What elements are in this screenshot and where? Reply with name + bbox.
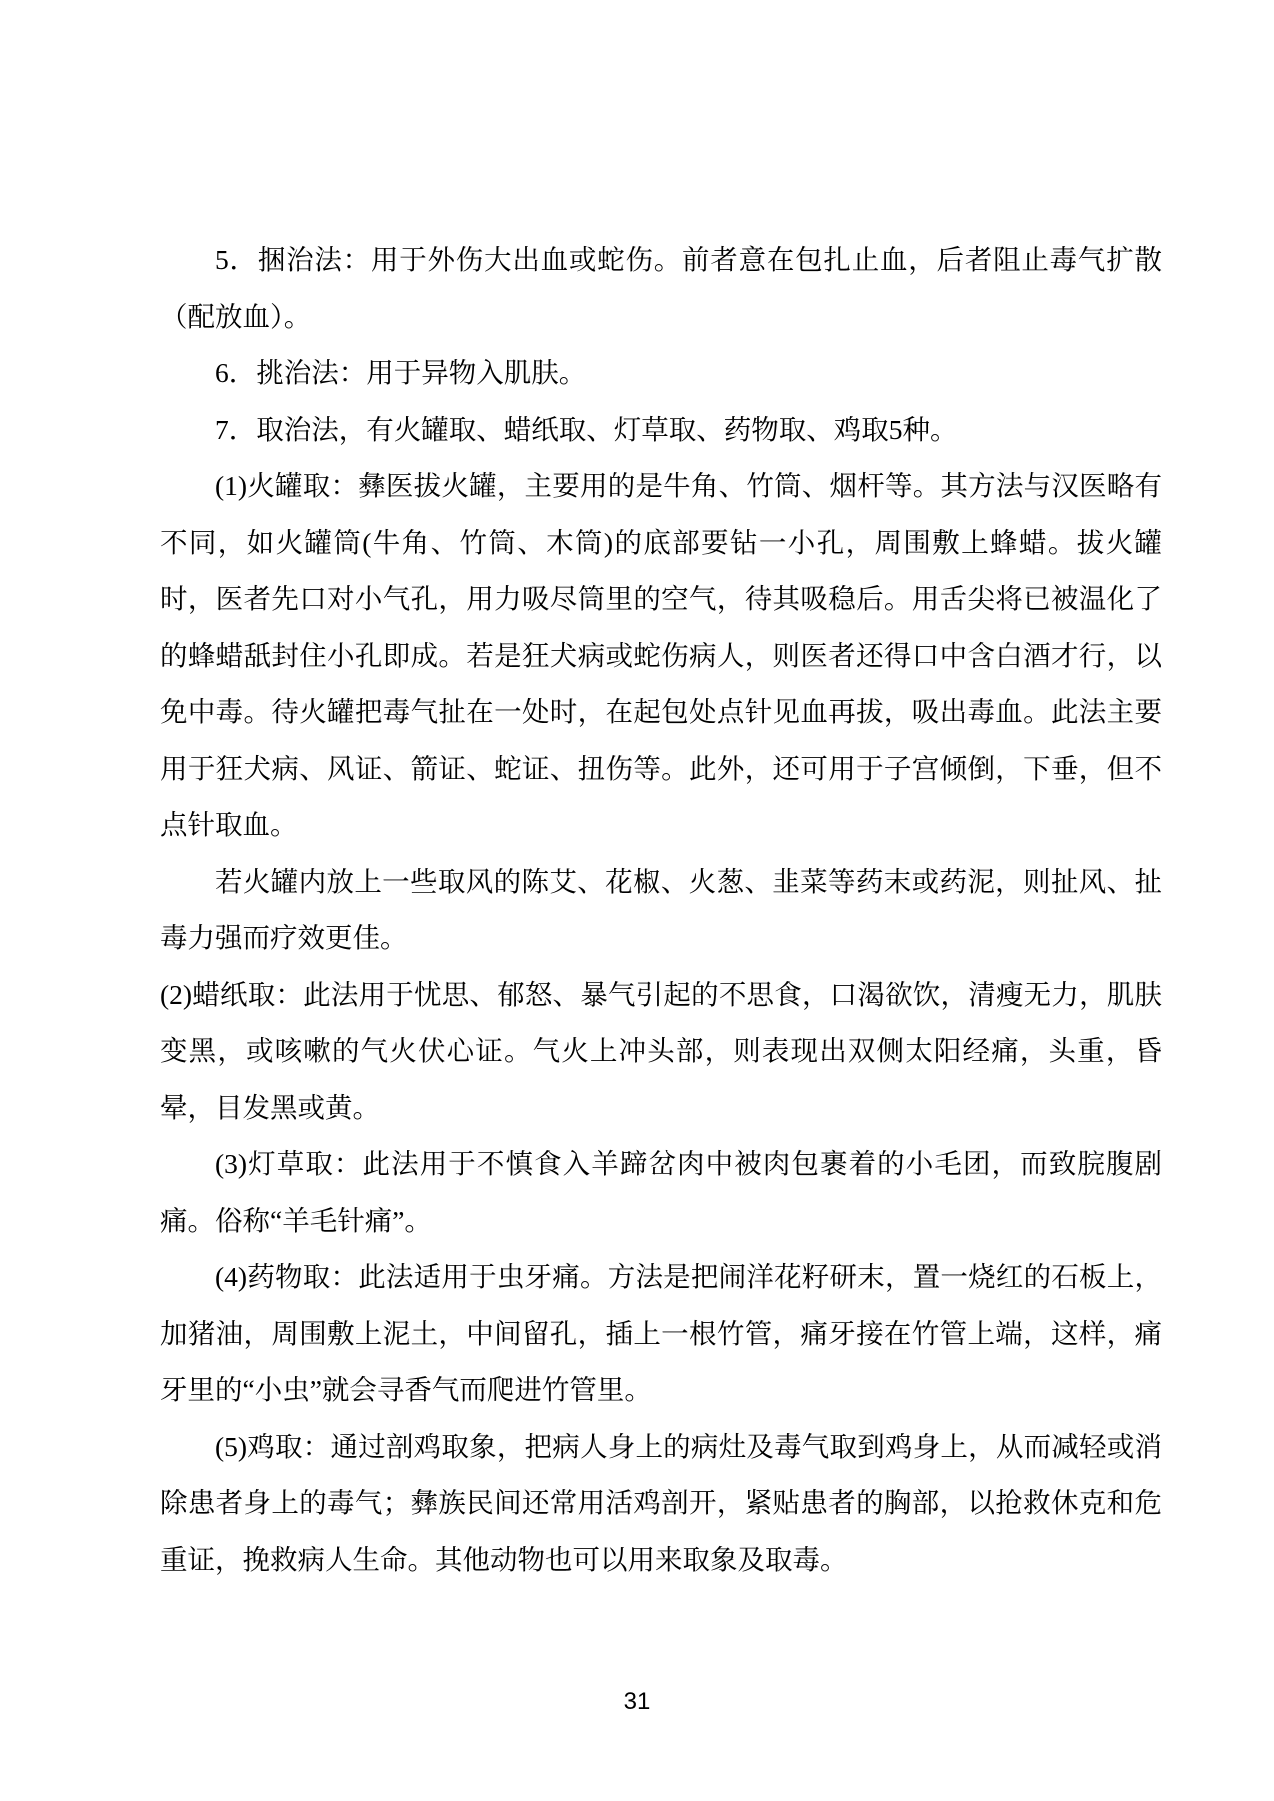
paragraph-4-yao-wu-qu: (4)药物取：此法适用于虫牙痛。方法是把闹洋花籽研末，置一烧红的石板上，加猪油，周围敷上泥土，中间留孔，插上一根竹管，痛牙接在竹管上端，这样，痛牙里的“小虫”就会寻香气而爬进竹管里。	[160, 1261, 1162, 1405]
page-footer	[0, 1688, 1274, 1716]
paragraph-6-tiao-zhi-fa: 6．挑治法：用于异物入肌肤。	[215, 357, 587, 388]
paragraph-5-kun-zhi-fa: 5．捆治法：用于外伤大出血或蛇伤。前者意在包扎止血，后者阻止毒气扩散（配放血）。	[160, 244, 1162, 332]
paragraph-7-qu-zhi-fa: 7．取治法，有火罐取、蜡纸取、灯草取、药物取、鸡取5种。	[215, 413, 958, 445]
paragraph-1-huo-guan-qu: (1)火罐取：彝医拔火罐，主要用的是牛角、竹筒、烟杆等。其方法与汉医略有不同，如火罐筒(牛角、竹筒、木筒)的底部要钻一小孔，周围敷上蜂蜡。拔火罐时，医者先口对小气孔，用力吸尽筒里的空气，待其吸稳后。用舌尖将已被温化了的蜂蜡舐封住小孔即成。若是狂犬病或蛇伤病人，则医者还得口中含白酒才行，以免中毒。待火罐把毒气扯在一处时，在起包处点针见血再拔，吸出毒血。此法主要用于狂犬病、风证、箭证、蛇证、扭伤等。此外，还可用于子宫倾倒，下垂，但不点针取血。	[160, 470, 1162, 840]
paragraph-2-la-zhi-qu: (2)蜡纸取：此法用于忧思、郁怒、暴气引起的不思食，口渴欲饮，清瘦无力，肌肤变黑，或咳嗽的气火伏心证。气火上冲头部，则表现出双侧太阳经痛，头重，昏晕，目发黑或黄。	[160, 978, 1162, 1123]
paragraph-5-ji-qu: (5)鸡取：通过剖鸡取象，把病人身上的病灶及毒气取到鸡身上，从而减轻或消除患者身上的毒气；彝族民间还常用活鸡剖开，紧贴患者的胸部，以抢救休克和危重证，挽救病人生命。其他动物也可以用来取象及取毒。	[160, 1430, 1162, 1575]
document-body	[160, 232, 1162, 1588]
page-number: 31	[623, 1688, 651, 1715]
paragraph-3-deng-cao-qu: (3)灯草取：此法用于不慎食入羊蹄岔肉中被肉包裹着的小毛团，而致脘腹剧痛。俗称“羊毛针痛”。	[160, 1148, 1162, 1236]
paragraph-huo-guan-addendum: 若火罐内放上一些取风的陈艾、花椒、火葱、韭菜等药末或药泥，则扯风、扯毒力强而疗效更佳。	[160, 865, 1162, 953]
